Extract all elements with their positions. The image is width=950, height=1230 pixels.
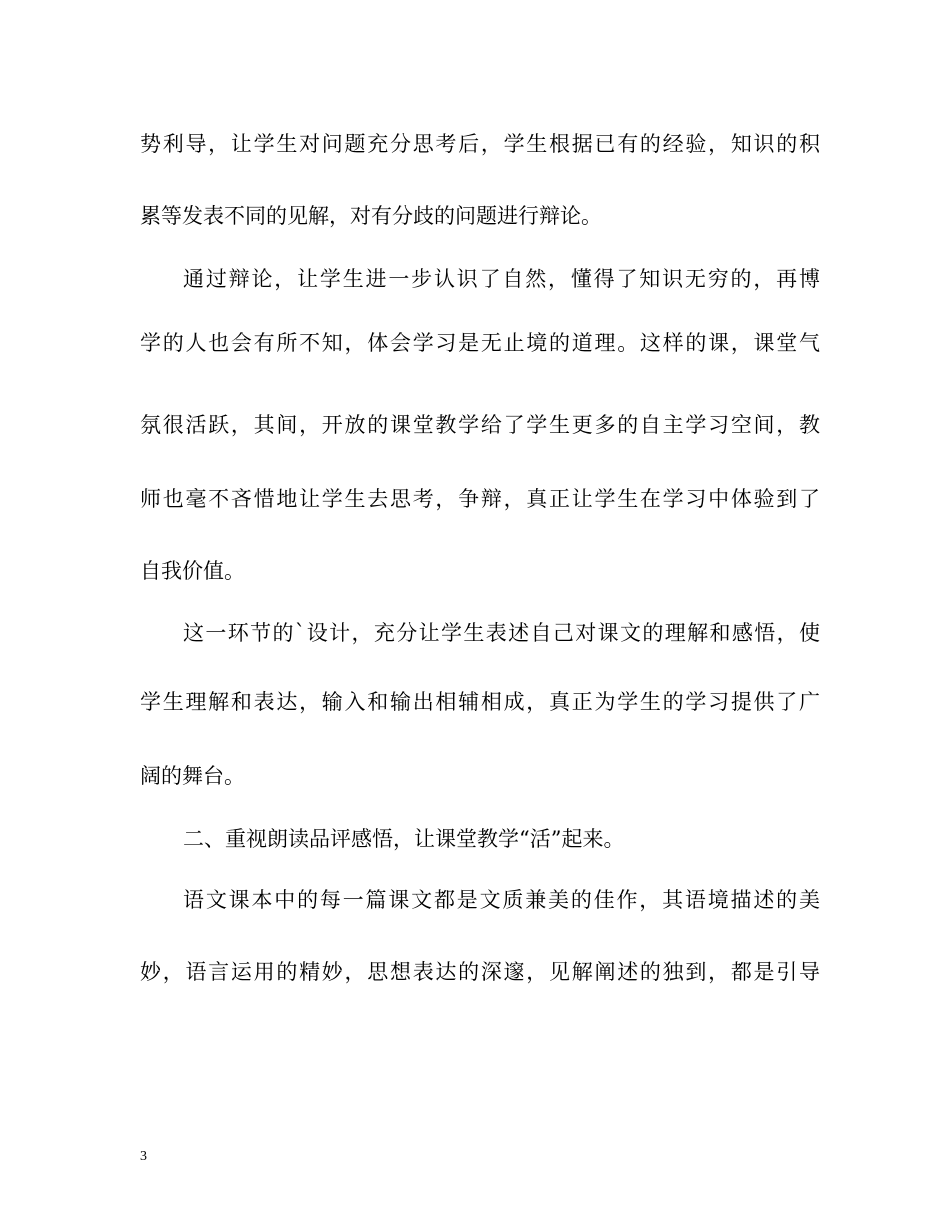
page-number: 3	[140, 1149, 147, 1164]
text-line: 妙，语言运用的精妙，思想表达的深邃，见解阐述的独到，都是引导	[140, 960, 820, 984]
section-heading: 二、重视朗读品评感悟，让课堂教学“活”起来。	[183, 827, 625, 851]
text-line: 学生理解和表达，输入和输出相辅相成，真正为学生的学习提供了广	[140, 690, 820, 714]
paragraph-start-line: 语文课本中的每一篇课文都是文质兼美的佳作，其语境描述的美	[183, 888, 820, 912]
paragraph-start-line: 通过辩论，让学生进一步认识了自然，懂得了知识无穷的，再博	[183, 267, 820, 291]
text-line: 势利导，让学生对问题充分思考后，学生根据已有的经验，知识的积	[140, 132, 820, 156]
text-line: 学的人也会有所不知，体会学习是无止境的道理。这样的课，课堂气	[140, 331, 820, 355]
text-line: 师也毫不吝惜地让学生去思考，争辩，真正让学生在学习中体验到了	[140, 487, 820, 511]
text-line: 阔的舞台。	[140, 764, 245, 788]
text-line: 氛很活跃，其间，开放的课堂教学给了学生更多的自主学习空间，教	[140, 413, 820, 437]
text-line: 累等发表不同的见解，对有分歧的问题进行辩论。	[140, 204, 602, 228]
paragraph-start-line: 这一环节的`设计，充分让学生表述自己对课文的理解和感悟，使	[183, 621, 820, 645]
text-line: 自我价值。	[140, 559, 245, 583]
